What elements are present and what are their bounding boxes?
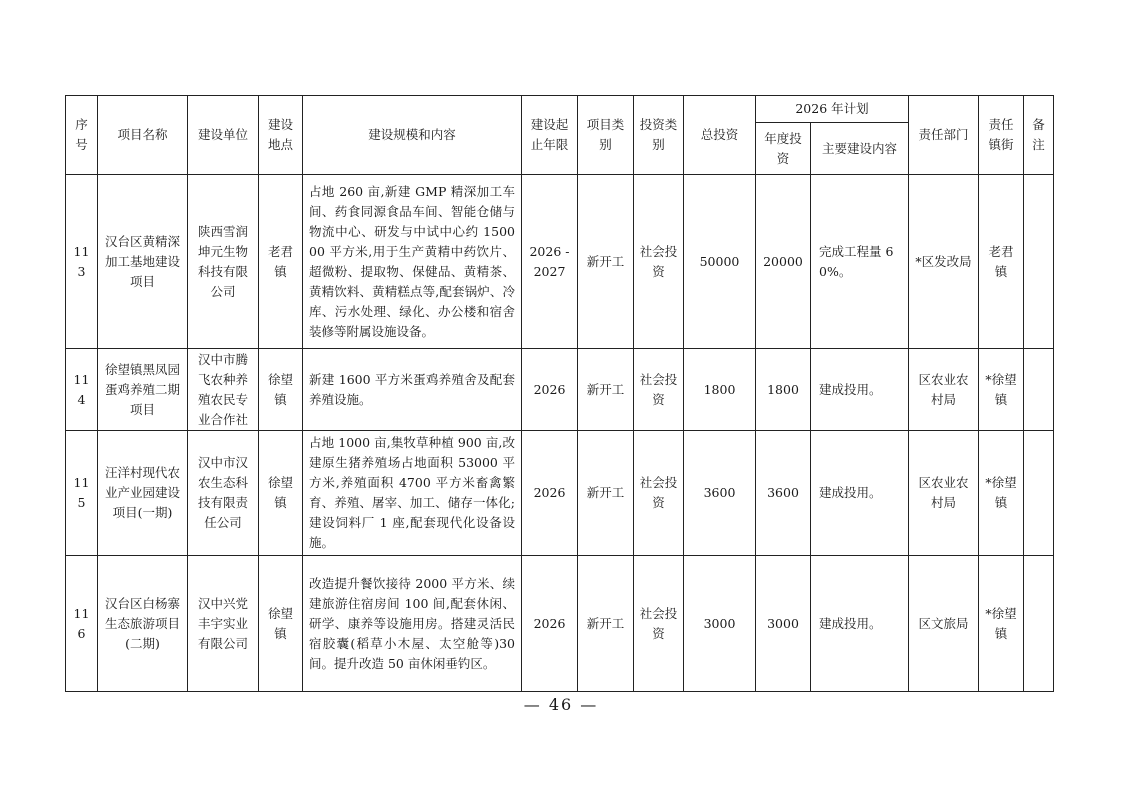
cell-construction-unit: 陕西雪润坤元生物科技有限公司 <box>188 175 259 349</box>
cell-construction-unit: 汉中市汉农生态科技有限责任公司 <box>188 431 259 556</box>
cell-location: 徐望镇 <box>259 431 303 556</box>
cell-scope: 改造提升餐饮接待 2000 平方米、续建旅游住宿房间 100 间,配套休闲、研学、康养等设施用房。搭建灵活民宿胶囊(稻草小木屋、太空舱等)30 间。提升改造 50 亩休闲垂钓区。 <box>303 556 522 692</box>
header-scope: 建设规模和内容 <box>303 96 522 175</box>
cell-investment-type: 社会投资 <box>634 556 684 692</box>
cell-responsible-town: *徐望镇 <box>979 349 1024 431</box>
cell-construction-unit: 汉中兴党丰宇实业有限公司 <box>188 556 259 692</box>
cell-total-investment: 50000 <box>684 175 756 349</box>
cell-main-content: 建成投用。 <box>811 556 909 692</box>
table-row <box>66 349 1054 431</box>
cell-remark <box>1024 175 1054 349</box>
header-plan-group: 2026 年计划 <box>756 96 909 123</box>
header-location: 建设地点 <box>259 96 303 175</box>
cell-period: 2026 <box>522 349 578 431</box>
cell-category: 新开工 <box>578 175 634 349</box>
header-annual-investment: 年度投资 <box>756 123 811 175</box>
cell-category: 新开工 <box>578 349 634 431</box>
cell-location: 徐望镇 <box>259 349 303 431</box>
header-investment-type: 投资类别 <box>634 96 684 175</box>
header-category: 项目类别 <box>578 96 634 175</box>
cell-category: 新开工 <box>578 556 634 692</box>
cell-seq: 113 <box>66 175 98 349</box>
cell-project-name: 汉台区黄精深加工基地建设项目 <box>98 175 188 349</box>
table-header-row <box>66 96 1054 123</box>
table-row <box>66 175 1054 349</box>
cell-construction-unit: 汉中市腾飞农种养殖农民专业合作社 <box>188 349 259 431</box>
cell-main-content: 建成投用。 <box>811 431 909 556</box>
cell-project-name: 汉台区白杨寨生态旅游项目(二期) <box>98 556 188 692</box>
cell-remark <box>1024 349 1054 431</box>
cell-scope: 占地 260 亩,新建 GMP 精深加工车间、药食同源食品车间、智能仓储与物流中心、研发与中试中心约 150000 平方米,用于生产黄精中药饮片、超微粉、提取物、保健品、黄精茶、黄精饮料、黄精糕点等,配套锅炉、冷库、污水处理、绿化、办公楼和宿舍装修等附属设施设备。 <box>303 175 522 349</box>
cell-responsible-dept: 区农业农村局 <box>909 431 979 556</box>
cell-total-investment: 3000 <box>684 556 756 692</box>
cell-remark <box>1024 431 1054 556</box>
cell-seq: 116 <box>66 556 98 692</box>
investment-plan-table <box>65 95 1054 692</box>
cell-responsible-town: 老君镇 <box>979 175 1024 349</box>
cell-project-name: 汪洋村现代农业产业园建设项目(一期) <box>98 431 188 556</box>
cell-responsible-dept: *区发改局 <box>909 175 979 349</box>
header-construction-unit: 建设单位 <box>188 96 259 175</box>
header-main-content: 主要建设内容 <box>811 123 909 175</box>
cell-annual-investment: 20000 <box>756 175 811 349</box>
cell-investment-type: 社会投资 <box>634 431 684 556</box>
cell-scope: 新建 1600 平方米蛋鸡养殖舍及配套养殖设施。 <box>303 349 522 431</box>
table-row <box>66 556 1054 692</box>
cell-investment-type: 社会投资 <box>634 349 684 431</box>
cell-total-investment: 1800 <box>684 349 756 431</box>
cell-responsible-dept: 区农业农村局 <box>909 349 979 431</box>
header-period: 建设起止年限 <box>522 96 578 175</box>
cell-responsible-dept: 区文旅局 <box>909 556 979 692</box>
cell-category: 新开工 <box>578 431 634 556</box>
header-total-investment: 总投资 <box>684 96 756 175</box>
cell-period: 2026 - 2027 <box>522 175 578 349</box>
cell-annual-investment: 3000 <box>756 556 811 692</box>
cell-main-content: 建成投用。 <box>811 349 909 431</box>
header-project-name: 项目名称 <box>98 96 188 175</box>
cell-responsible-town: *徐望镇 <box>979 431 1024 556</box>
cell-project-name: 徐望镇黑凤园蛋鸡养殖二期项目 <box>98 349 188 431</box>
header-seq: 序号 <box>66 96 98 175</box>
table-row <box>66 431 1054 556</box>
page-number: — 46 — <box>523 695 599 714</box>
cell-main-content: 完成工程量 60%。 <box>811 175 909 349</box>
cell-annual-investment: 3600 <box>756 431 811 556</box>
header-responsible-town: 责任镇街 <box>979 96 1024 175</box>
header-responsible-dept: 责任部门 <box>909 96 979 175</box>
cell-investment-type: 社会投资 <box>634 175 684 349</box>
cell-location: 徐望镇 <box>259 556 303 692</box>
header-remark: 备注 <box>1024 96 1054 175</box>
cell-period: 2026 <box>522 431 578 556</box>
cell-total-investment: 3600 <box>684 431 756 556</box>
cell-annual-investment: 1800 <box>756 349 811 431</box>
cell-seq: 115 <box>66 431 98 556</box>
cell-scope: 占地 1000 亩,集牧草种植 900 亩,改建原生猪养殖场占地面积 53000 平方米,养殖面积 4700 平方米畜禽繁育、养殖、屠宰、加工、储存一体化;建设饲料厂 1 座,配套现代化设备设施。 <box>303 431 522 556</box>
cell-location: 老君镇 <box>259 175 303 349</box>
cell-responsible-town: *徐望镇 <box>979 556 1024 692</box>
cell-period: 2026 <box>522 556 578 692</box>
cell-remark <box>1024 556 1054 692</box>
cell-seq: 114 <box>66 349 98 431</box>
